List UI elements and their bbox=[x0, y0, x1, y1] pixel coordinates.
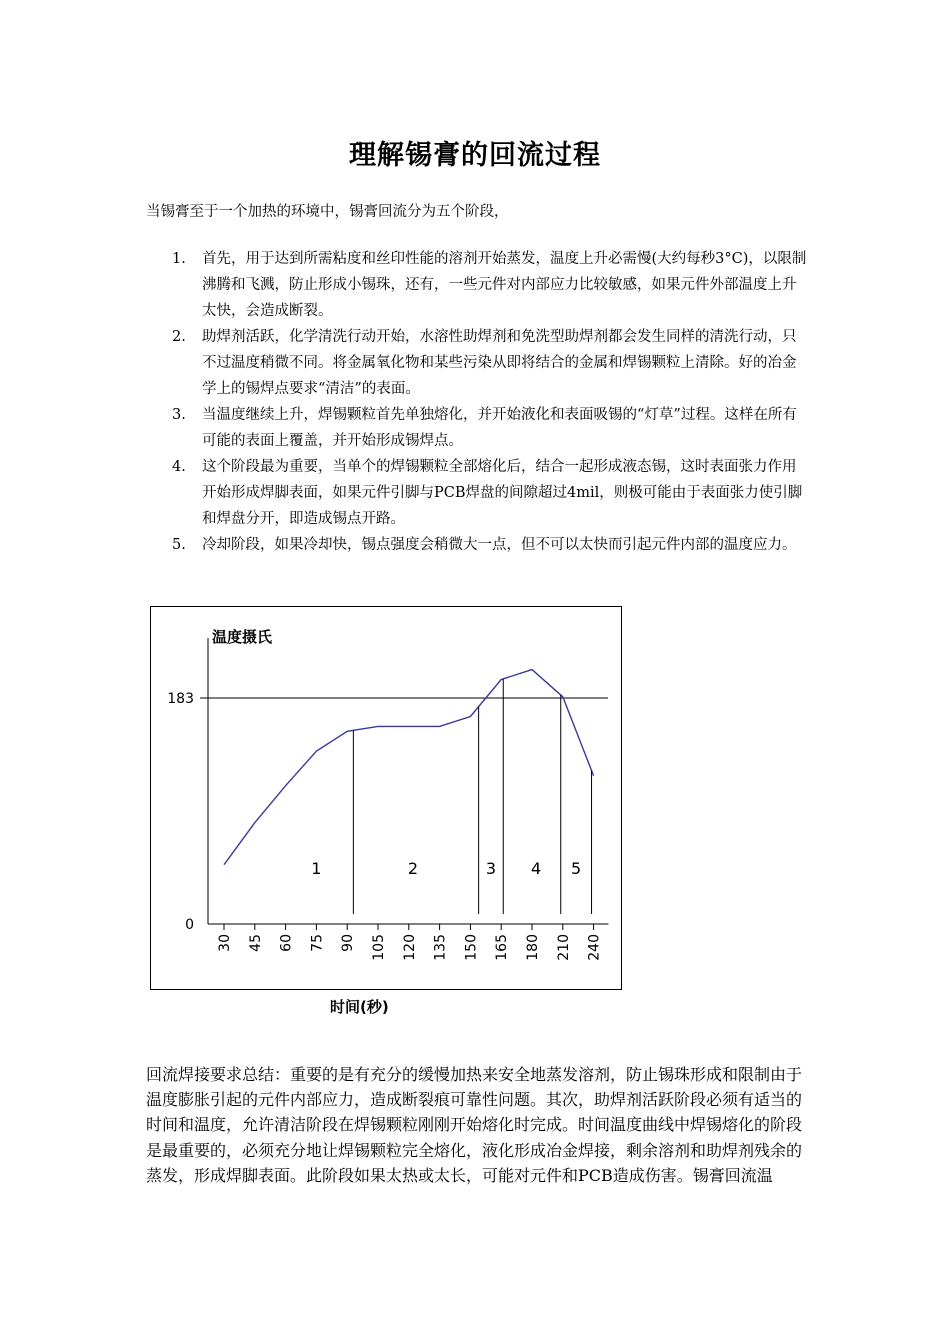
x-tick-label: 75 bbox=[309, 934, 326, 952]
x-tick-label: 135 bbox=[432, 934, 449, 961]
x-tick-label: 150 bbox=[463, 934, 480, 961]
x-tick-label: 165 bbox=[494, 934, 511, 961]
x-tick-label: 45 bbox=[247, 934, 264, 952]
x-tick-label: 180 bbox=[525, 934, 541, 961]
reflow-profile-chart bbox=[150, 606, 622, 990]
stage-list bbox=[160, 246, 810, 558]
phase-label: 3 bbox=[485, 859, 497, 878]
x-axis-caption: 时间(秒) bbox=[330, 998, 389, 1016]
stage-item bbox=[160, 454, 810, 532]
x-tick-label: 240 bbox=[586, 934, 603, 961]
y-axis-label: 温度摄氏 bbox=[212, 628, 273, 646]
x-tick-label: 30 bbox=[217, 934, 233, 952]
phase-label: 1 bbox=[311, 859, 322, 878]
stage-number: 2. bbox=[172, 329, 186, 345]
page-title: 理解锡膏的回流过程 bbox=[349, 140, 601, 171]
stage-item bbox=[160, 324, 810, 402]
stage-number: 3. bbox=[172, 407, 186, 423]
x-tick-label: 105 bbox=[371, 934, 387, 961]
stage-item bbox=[160, 246, 810, 324]
y-tick-label: 0 bbox=[185, 917, 194, 933]
phase-label: 2 bbox=[407, 859, 419, 878]
stage-text: 当温度继续上升，焊锡颗粒首先单独熔化，并开始液化和表面吸锡的“灯草”过程。这样在所有可能的表面上覆盖，并开始形成锡焊点。 bbox=[202, 407, 797, 449]
summary-paragraph: 回流焊接要求总结：重要的是有充分的缓慢加热来安全地蒸发溶剂，防止锡珠形成和限制由于温度膨胀引起的元件内部应力，造成断裂痕可靠性问题。其次，助焊剂活跃阶段必须有适当的时间和温度，允许清洁阶段在焊锡颗粒刚刚开始熔化时完成。时间温度曲线中焊锡熔化的阶段是最重要的，必须充分地让焊锡颗粒完全熔化，液化形成冶金焊接，剩余溶剂和助焊剂残余的蒸发，形成焊脚表面。此阶段如果太热或太长，可能对元件和PCB造成伤害。锡膏回流温 bbox=[146, 1065, 803, 1185]
x-tick-label: 120 bbox=[401, 934, 418, 961]
stage-text: 首先，用于达到所需粘度和丝印性能的溶剂开始蒸发，温度上升必需慢(大约每秒3°C)，以限制沸腾和飞溅，防止形成小锡珠，还有，一些元件对内部应力比较敏感，如果元件外部温度上升太快，会造成断裂。 bbox=[202, 251, 807, 319]
temperature-profile-line bbox=[224, 670, 594, 865]
intro-text: 当锡膏至于一个加热的环境中，锡膏回流分为五个阶段， bbox=[146, 204, 509, 220]
stage-item bbox=[160, 532, 810, 558]
stage-number: 4. bbox=[172, 459, 186, 475]
chart-svg bbox=[150, 606, 622, 990]
x-tick-label: 210 bbox=[555, 934, 572, 961]
y-tick-label: 183 bbox=[167, 691, 194, 707]
phase-label: 5 bbox=[571, 859, 582, 878]
stage-number: 1. bbox=[172, 251, 186, 267]
stage-text: 这个阶段最为重要，当单个的焊锡颗粒全部熔化后，结合一起形成液态锡，这时表面张力作用开始形成焊脚表面，如果元件引脚与PCB焊盘的间隙超过4mil，则极可能由于表面张力使引脚和焊盘分开，即造成锡点开路。 bbox=[202, 459, 803, 527]
phase-label: 4 bbox=[531, 859, 542, 878]
x-tick-label: 90 bbox=[340, 934, 357, 952]
stage-text: 冷却阶段，如果冷却快，锡点强度会稍微大一点，但不可以太快而引起元件内部的温度应力。 bbox=[202, 537, 797, 553]
stage-item bbox=[160, 402, 810, 454]
stage-number: 5. bbox=[172, 537, 186, 553]
stage-text: 助焊剂活跃，化学清洗行动开始，水溶性助焊剂和免洗型助焊剂都会发生同样的清洗行动，只不过温度稍微不同。将金属氧化物和某些污染从即将结合的金属和焊锡颗粒上清除。好的冶金学上的锡焊点要求“清洁”的表面。 bbox=[202, 329, 797, 397]
x-tick-label: 60 bbox=[278, 934, 295, 952]
